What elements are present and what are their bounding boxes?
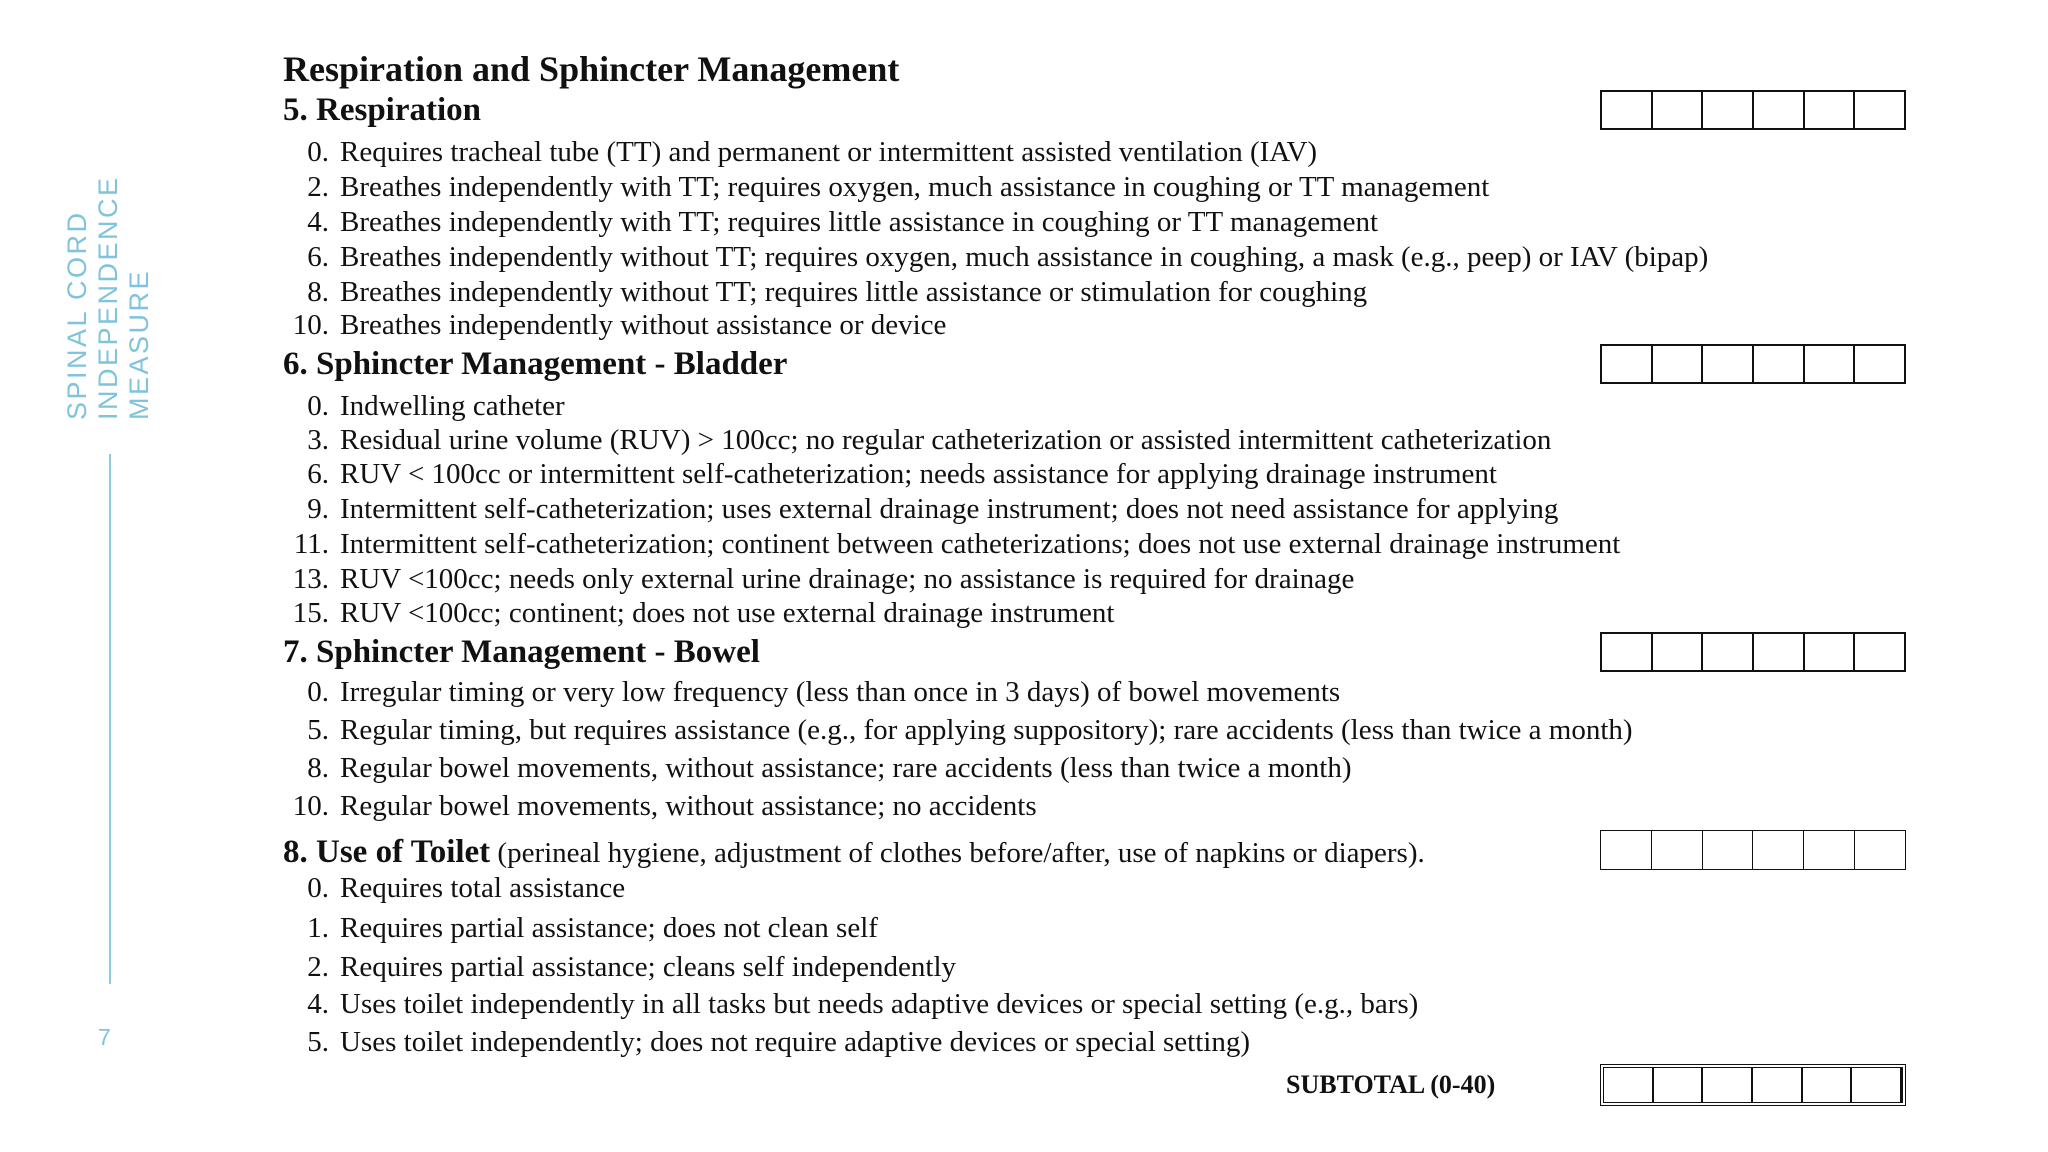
score-boxes-toilet[interactable] [1600, 830, 1906, 870]
score-cell[interactable] [1754, 634, 1805, 670]
score-cell[interactable] [1754, 92, 1805, 128]
score-cell[interactable] [1653, 346, 1704, 382]
section-heading-bowel: 7. Sphincter Management - Bowel [283, 634, 760, 670]
score-cell[interactable] [1703, 831, 1754, 869]
score-cell[interactable] [1703, 1068, 1753, 1102]
score-cell[interactable] [1805, 92, 1856, 128]
score-cell[interactable] [1601, 831, 1652, 869]
score-cell[interactable] [1855, 634, 1904, 670]
list-item: 9. Intermittent self-catheterization; uses external drainage instrument; does not need assistance for applying [307, 493, 1559, 525]
list-item: 6. Breathes independently without TT; requires oxygen, much assistance in coughing, a mask (e.g., peep) or IAV (bipap) [307, 241, 1709, 273]
section-heading-respiration: 5. Respiration [283, 92, 481, 128]
score-cell[interactable] [1703, 634, 1754, 670]
score-cell[interactable] [1604, 1068, 1654, 1102]
list-item: 8. Breathes independently without TT; requires little assistance or stimulation for coughing [307, 276, 1368, 308]
score-cell[interactable] [1852, 1068, 1902, 1102]
score-cell[interactable] [1754, 346, 1805, 382]
list-item: 0. Requires total assistance [307, 872, 626, 904]
list-item: 15. RUV <100cc; continent; does not use external drainage instrument [292, 597, 1115, 629]
score-cell[interactable] [1602, 346, 1653, 382]
section-heading-bladder: 6. Sphincter Management - Bladder [283, 346, 788, 382]
score-cell[interactable] [1654, 1068, 1704, 1102]
list-item: 10. Regular bowel movements, without assistance; no accidents [292, 790, 1037, 822]
subtotal-label: SUBTOTAL (0-40) [1286, 1070, 1496, 1099]
list-item: 4. Breathes independently with TT; requires little assistance in coughing or TT management [307, 206, 1379, 238]
score-cell[interactable] [1804, 831, 1855, 869]
score-boxes-bladder[interactable] [1600, 344, 1906, 384]
list-item: 13. RUV <100cc; needs only external urine drainage; no assistance is required for drainage [292, 563, 1355, 595]
score-cell[interactable] [1753, 1068, 1803, 1102]
score-cell[interactable] [1602, 92, 1653, 128]
score-cell[interactable] [1855, 346, 1904, 382]
list-item: 3. Residual urine volume (RUV) > 100cc; no regular catheterization or assisted intermittent catheterization [307, 424, 1552, 456]
list-item: 2. Breathes independently with TT; requires oxygen, much assistance in coughing or TT management [307, 171, 1490, 203]
sidebar-title [62, 175, 162, 420]
score-cell[interactable] [1703, 346, 1754, 382]
page-number: 7 [98, 1024, 111, 1050]
list-item: 6. RUV < 100cc or intermittent self-catheterization; needs assistance for applying drainage instrument [307, 458, 1497, 490]
list-item: 2. Requires partial assistance; cleans self independently [307, 951, 957, 983]
sidebar-title-line-1: SPINAL CORD [62, 210, 92, 420]
sidebar-title-line-2: INDEPENDENCE [93, 175, 123, 420]
score-cell[interactable] [1602, 634, 1653, 670]
score-boxes-subtotal[interactable] [1600, 1064, 1906, 1106]
section-heading-toilet-note: (perineal hygiene, adjustment of clothes before/after, use of napkins or diapers). [490, 837, 1425, 869]
sidebar-title-line-3: MEASURE [124, 268, 154, 420]
list-item: 10. Breathes independently without assistance or device [292, 309, 947, 341]
list-item: 5. Uses toilet independently; does not require adaptive devices or special setting) [307, 1026, 1251, 1058]
score-cell[interactable] [1653, 92, 1704, 128]
score-cell[interactable] [1805, 346, 1856, 382]
score-cell[interactable] [1855, 831, 1905, 869]
list-item: 11. Intermittent self-catheterization; continent between catheterizations; does not use external drainage instrument [293, 528, 1621, 560]
sidebar-divider [109, 454, 111, 984]
section-heading-toilet [283, 834, 1425, 871]
list-item: 1. Requires partial assistance; does not clean self [307, 912, 878, 944]
list-item: 5. Regular timing, but requires assistance (e.g., for applying suppository); rare accidents (less than twice a month) [307, 714, 1633, 746]
section-heading-toilet-title: 8. Use of Toilet [283, 834, 491, 870]
list-item: 0. Irregular timing or very low frequency (less than once in 3 days) of bowel movements [307, 676, 1341, 708]
score-cell[interactable] [1803, 1068, 1853, 1102]
score-cell[interactable] [1805, 634, 1856, 670]
list-item: 0. Indwelling catheter [307, 390, 565, 422]
score-cell[interactable] [1703, 92, 1754, 128]
score-cell[interactable] [1753, 831, 1804, 869]
list-item: 4. Uses toilet independently in all tasks but needs adaptive devices or special setting (e.g., bars) [307, 988, 1419, 1020]
list-item: 0. Requires tracheal tube (TT) and permanent or intermittent assisted ventilation (IAV) [307, 136, 1318, 168]
score-boxes-bowel[interactable] [1600, 632, 1906, 672]
score-boxes-respiration[interactable] [1600, 90, 1906, 130]
score-cell[interactable] [1653, 634, 1704, 670]
score-cell[interactable] [1652, 831, 1703, 869]
list-item: 8. Regular bowel movements, without assistance; rare accidents (less than twice a month) [307, 752, 1352, 784]
score-cell[interactable] [1855, 92, 1904, 128]
document-title: Respiration and Sphincter Management [283, 49, 900, 89]
